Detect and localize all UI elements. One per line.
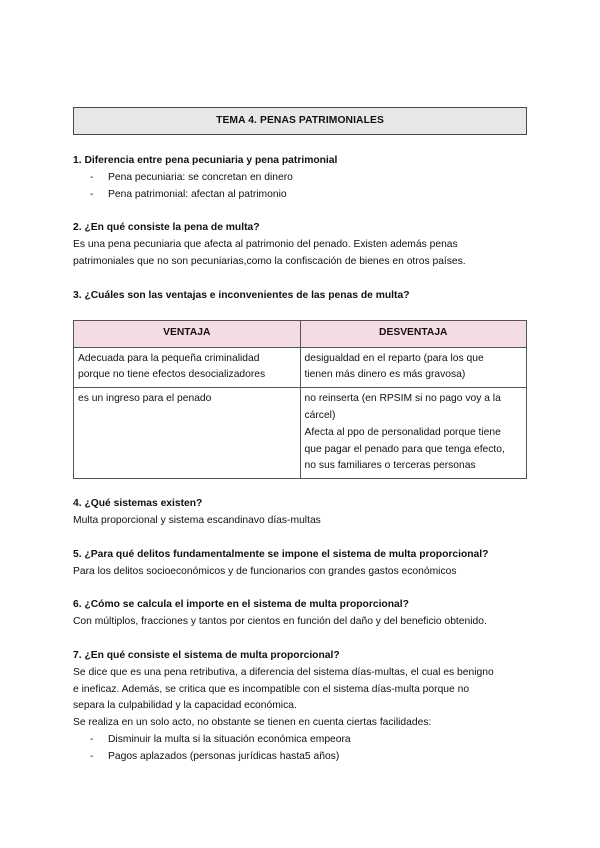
question-5: 5. ¿Para qué delitos fundamentalmente se impone el sistema de multa proporcional? xyxy=(73,548,489,560)
section-5 xyxy=(73,547,527,581)
section-6 xyxy=(73,597,527,631)
question-6: 6. ¿Cómo se calcula el importe en el sistema de multa proporcional? xyxy=(73,599,409,611)
table-header-row xyxy=(74,320,527,347)
question-7: 7. ¿En qué consiste el sistema de multa proporcional? xyxy=(73,649,340,661)
answer-line: Con múltiplos, fracciones y tantos por cientos en función del daño y del beneficio obtenido. xyxy=(73,616,487,628)
section-1 xyxy=(73,153,527,203)
answer-line: separa la culpabilidad y la capacidad económica. xyxy=(73,700,297,712)
header-desventaja: DESVENTAJA xyxy=(300,320,527,347)
document-title: TEMA 4. PENAS PATRIMONIALES xyxy=(73,107,527,135)
section-2 xyxy=(73,220,527,270)
document-page xyxy=(73,107,527,766)
section-4 xyxy=(73,496,527,530)
table-row xyxy=(74,347,527,388)
list-item: - Pena pecuniaria: se concretan en dinero xyxy=(90,170,527,187)
answer-line: e ineficaz. Además, se critica que es incompatible con el sistema días-multa porque no xyxy=(73,683,470,695)
answer-line: Se realiza en un solo acto, no obstante se tienen en cuenta ciertas facilidades: xyxy=(73,717,432,729)
answer-line: Para los delitos socioeconómicos y de funcionarios con grandes gastos económicos xyxy=(73,565,457,577)
table-cell: desigualdad en el reparto (para los que tienen más dinero es más gravosa) xyxy=(300,347,527,388)
header-ventaja: VENTAJA xyxy=(74,320,301,347)
answer-line: Se dice que es una pena retributiva, a diferencia del sistema días-multas, el cual es benigno xyxy=(73,666,494,678)
section-3 xyxy=(73,288,527,479)
section-7-list xyxy=(73,732,527,766)
question-2: 2. ¿En qué consiste la pena de multa? xyxy=(73,222,260,234)
advantages-table xyxy=(73,320,527,480)
dash-bullet: - xyxy=(90,188,94,200)
list-item: - Pena patrimonial: afectan al patrimonio xyxy=(90,187,527,204)
section-7 xyxy=(73,648,527,766)
table-row xyxy=(74,388,527,479)
answer-line: patrimoniales que no son pecuniarias,como la confiscación de bienes en otros países. xyxy=(73,255,466,267)
table-cell: es un ingreso para el penado xyxy=(74,388,301,479)
section-1-list xyxy=(73,170,527,204)
dash-bullet: - xyxy=(90,171,94,183)
table-cell: no reinserta (en RPSIM si no pago voy a la cárcel) Afecta al ppo de personalidad porque tiene que pagar el penado para que tenga efecto, no sus familiares o terceras personas xyxy=(300,388,527,479)
list-item: - Pagos aplazados (personas jurídicas hasta5 años) xyxy=(90,749,527,766)
table-cell: Adecuada para la pequeña criminalidad porque no tiene efectos desocializadores xyxy=(74,347,301,388)
list-item: - Disminuir la multa si la situación económica empeora xyxy=(90,732,527,749)
answer-line: Multa proporcional y sistema escandinavo días-multas xyxy=(73,514,321,526)
question-4: 4. ¿Qué sistemas existen? xyxy=(73,498,203,510)
dash-bullet: - xyxy=(90,733,94,745)
question-1: 1. Diferencia entre pena pecuniaria y pena patrimonial xyxy=(73,155,338,166)
answer-line: Es una pena pecuniaria que afecta al patrimonio del penado. Existen además penas xyxy=(73,239,458,251)
dash-bullet: - xyxy=(90,750,94,762)
question-3: 3. ¿Cuáles son las ventajas e inconvenientes de las penas de multa? xyxy=(73,289,410,301)
